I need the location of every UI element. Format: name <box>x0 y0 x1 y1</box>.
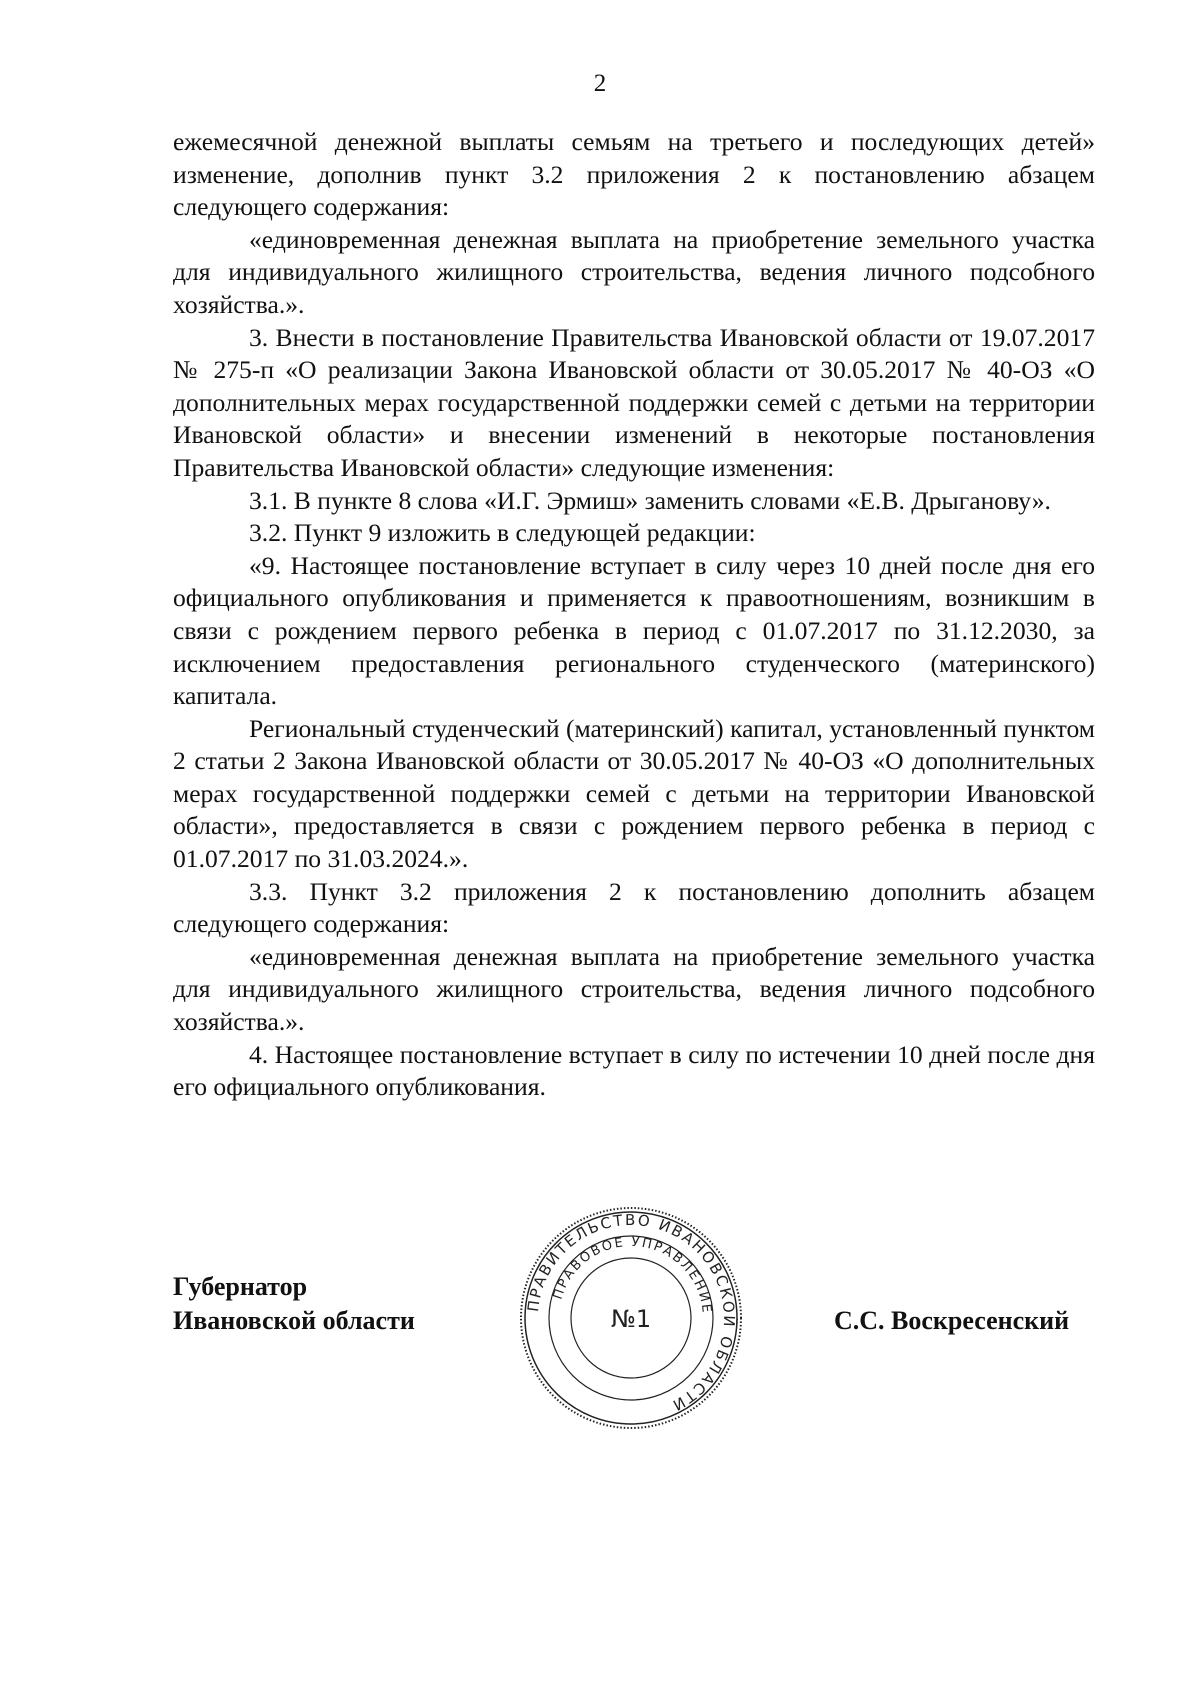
signatory-title-line1: Губернатор <box>173 1272 308 1301</box>
paragraph: 3. Внести в постановление Правительства Ивановской области от 19.07.2017 № 275-п «О реализации Закона Ивановской области от 30.05.2017 № 40-ОЗ «О дополнительных мерах государственной поддержки семей с детьми на территории Ивановской области» и внесении изменений в некоторые постановления Правительства Ивановской области» следующие изменения: <box>173 322 1095 482</box>
paragraph: 4. Настоящее постановление вступает в силу по истечении 10 дней после дня его официального опубликования. <box>173 1039 1095 1102</box>
signatory-title-line2: Ивановской области <box>173 1306 415 1335</box>
paragraph: «единовременная денежная выплата на приобретение земельного участка для индивидуального жилищного строительства, ведения личного подсобного хозяйства.». <box>173 224 1095 319</box>
paragraph: «9. Настоящее постановление вступает в силу через 10 дней после дня его официального опубликования и применяется к правоотношениям, возникшим в связи с рождением первого ребенка в период с 01.07.2017 по 31.12.2030, за исключением предоставления регионального студенческого (материнского) капитала. <box>173 550 1095 711</box>
seal-center-text: №1 <box>610 1305 652 1333</box>
paragraph: 3.2. Пункт 9 изложить в следующей редакции: <box>249 518 756 548</box>
paragraph: ежемесячной денежной выплаты семьям на третьего и последующих детей» изменение, дополнив пункт 3.2 приложения 2 к постановлению абзацем следующего содержания: <box>173 127 1095 222</box>
signatory-title <box>173 1270 415 1338</box>
signatory-name: С.С. Воскресенский <box>834 1306 1070 1335</box>
seal-outer-text: ПРАВИТЕЛЬСТВО ИВАНОВСКОЙ ОБЛАСТИ <box>524 1210 739 1415</box>
seal-inner-text: ПРАВОВОЕ УПРАВЛЕНИЕ <box>550 1234 715 1316</box>
seal-graphic <box>518 1205 744 1431</box>
paragraph: 3.3. Пункт 3.2 приложения 2 к постановлению дополнить абзацем следующего содержания: <box>173 876 1095 939</box>
paragraph: Региональный студенческий (материнский) капитал, установленный пунктом 2 статьи 2 Закона Ивановской области от 30.05.2017 № 40-ОЗ «О дополнительных мерах государственной поддержки семей с детьми на территории Ивановской области», предоставляется в связи с рождением первого ребенка в период с 01.07.2017 по 31.03.2024.». <box>173 713 1095 874</box>
official-seal <box>518 1205 744 1431</box>
page-number: 2 <box>593 70 607 97</box>
paragraph: 3.1. В пункте 8 слова «И.Г. Эрмиш» заменить словами «Е.В. Дрыганову». <box>249 485 1051 515</box>
document-body <box>173 126 1095 1104</box>
paragraph: «единовременная денежная выплата на приобретение земельного участка для индивидуального жилищного строительства, ведения личного подсобного хозяйства.». <box>173 941 1095 1037</box>
